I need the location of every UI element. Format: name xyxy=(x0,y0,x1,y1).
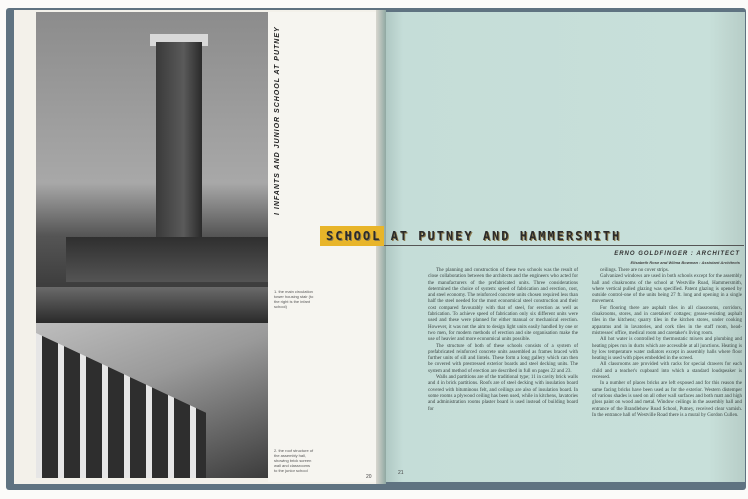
text-column-1 xyxy=(428,268,578,413)
architect-credit: ERNO GOLDFINGER : ARCHITECT xyxy=(614,251,740,257)
assistant-credit: Elisabeth Rose and Wilma Bowman : Assistant Architects xyxy=(630,260,740,265)
photo-classroom-block xyxy=(36,323,268,478)
paragraph: All hot water is controlled by thermostatic mixers and plumbing and heating pipes run in ducts which are accessible at all junctions. Heating is by low temperature water radiators except in assembly halls where floor heating is used with pipes embedded in the screed. xyxy=(592,337,742,362)
article-heading: SCHOOL AT PUTNEY AND HAMMERSMITH xyxy=(326,229,622,243)
paragraph: All classrooms are provided with racks for special drawers for each child and a teacher's cupboard into which a standard loudspeaker is recessed. xyxy=(592,362,742,381)
page-number-right: 21 xyxy=(398,470,404,476)
page-number-left: 20 xyxy=(366,474,372,480)
paragraph: For flooring there are asphalt tiles in all classrooms, corridors, cloakrooms, stores, and in caretakers' cottages; grease-resisting asphalt tiles in the kitchens; quarry tiles in the kitchen stores, under cooking apparatus and in lavatories, and cork tiles in the staff room, head-mistresses' office, medical room and caretaker's living room. xyxy=(592,305,742,336)
paragraph: The structure of both of these schools consists of a system of prefabricated reinforced concrete units assembled as frames braced with further units of sill and lintels. These form a long gallery which can then be covered with prestressed exterior boards and steel decking units. The system and method of erection are described in full on pages 22 and 23. xyxy=(428,343,578,374)
classroom-facade xyxy=(36,333,206,478)
paragraph: Galvanized windows are used in both schools except for the assembly hall and cloakrooms of the school at Westville Road, Hammersmith, where vertical pulled glazing was specified. Patent glazing is opened by outside control-one of the units being 27 ft. long and opening in a single movement. xyxy=(592,274,742,305)
caption-1: 1. the main circulation tower housing stair (to the right is the infant school) xyxy=(274,289,314,309)
paragraph: In a number of places bricks are left exposed and for this reason the same facing bricks have been used as for the exterior. Western distemper of various shades is used on all other wall surfaces and both matt and high gloss paint on wood and metal. Window ceilings in the assembly hall and entrance of the Brandlehow Road School, Putney, received clear varnish. In the entrance hall of Westville Road there is a mural by Gordon Cullen. xyxy=(592,381,742,418)
heading-rule xyxy=(384,245,744,246)
photo-school-tower xyxy=(36,12,268,323)
text-column-2 xyxy=(592,268,742,419)
left-page-margin xyxy=(268,12,380,482)
caption-2: 2. the roof structure of the assembly hall, showing brick screen wall and classrooms to the junior school xyxy=(274,448,314,473)
vertical-photo-title: I INFANTS AND JUNIOR SCHOOL AT PUTNEY xyxy=(274,26,281,215)
playground xyxy=(36,287,268,323)
paragraph: Walls and partitions are of the traditional type; 11 in cavity brick walls and 4 in brick partitions. Roofs are of steel decking with insulation board covered with bituminous felt, and ceilings are also of insulation board. In some rooms a plywood ceiling has been used, while in kitchens, lavatories and administration rooms plaster board is used instead of building board for xyxy=(428,375,578,412)
paragraph: The planning and construction of these two schools was the result of close collaboration between the architects and the engineers who acted for the manufacturers of the prefabricated units. Three considerations determined the choice of system: speed of fabrication and erection, cost, and steel economy. The reinforced concrete units chosen required less than half the steel needed for the most economical steel construction and their cost compared favourably with that of steel, for erection as well as fabrication. To achieve speed of fabrication only six different units were used and these were planned for either manual or mechanical erection. However, it was not the aim to design light units easily handled by one or two men, for modern methods of erection and site organisation make the use of heavier and more economical units possible. xyxy=(428,268,578,343)
book-spine xyxy=(376,10,386,484)
low-building xyxy=(66,237,268,282)
paragraph: ceilings. There are no cover strips. xyxy=(600,268,669,273)
